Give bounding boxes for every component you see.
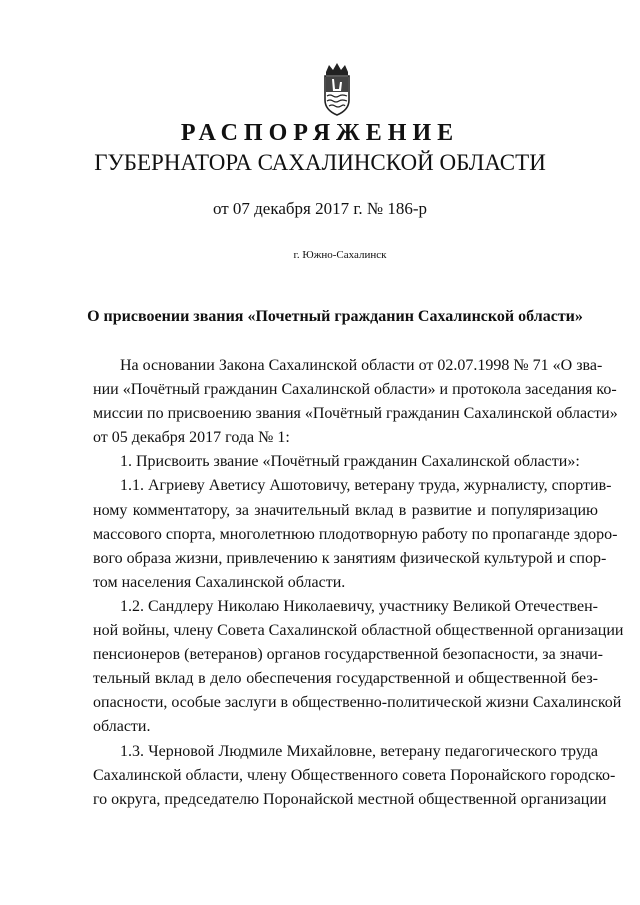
body-line: 1.1. Агриеву Аветису Ашотовичу, ветерану труда, журналисту, спортив- bbox=[120, 477, 612, 495]
body-line: области. bbox=[93, 718, 151, 736]
sakhalin-coat-of-arms-icon bbox=[318, 62, 356, 118]
body-line: 1.2. Сандлеру Николаю Николаевичу, участнику Великой Отечествен- bbox=[120, 597, 598, 615]
document-type-title: РАСПОРЯЖЕНИЕ bbox=[180, 120, 460, 146]
body-line: нии «Почётный гражданин Сахалинской области» и протокола заседания ко- bbox=[93, 381, 617, 399]
body-line: массового спорта, многолетнюю плодотворную работу по пропаганде здоро- bbox=[93, 525, 618, 543]
body-line: Сахалинской области, члену Общественного совета Поронайского городско- bbox=[93, 766, 616, 784]
document-heading: О присвоении звания «Почетный гражданин Сахалинской области» bbox=[87, 308, 583, 325]
body-line: 1.3. Черновой Людмиле Михайловне, ветерану педагогического труда bbox=[120, 742, 598, 760]
date-and-number: от 07 декабря 2017 г. № 186-р bbox=[212, 199, 428, 218]
body-line: том населения Сахалинской области. bbox=[93, 573, 346, 591]
city-name: г. Южно-Сахалинск bbox=[293, 249, 387, 261]
body-line: миссии по присвоению звания «Почётный гражданин Сахалинской области» bbox=[93, 405, 618, 423]
body-line: тельный вклад в дело обеспечения государственной и общественной без- bbox=[93, 670, 598, 688]
body-line: 1. Присвоить звание «Почётный гражданин Сахалинской области»: bbox=[120, 453, 580, 471]
issuer-subtitle: ГУБЕРНАТОРА САХАЛИНСКОЙ ОБЛАСТИ bbox=[94, 150, 546, 175]
body-line: ной войны, члену Совета Сахалинской областной общественной организации bbox=[93, 622, 624, 640]
body-line: вого образа жизни, привлечению к занятиям физической культурой и спор- bbox=[93, 549, 607, 567]
body-line: опасности, особые заслуги в общественно-политической жизни Сахалинской bbox=[93, 694, 622, 712]
body-line: ному комментатору, за значительный вклад в развитие и популяризацию bbox=[93, 501, 598, 519]
document-body bbox=[93, 354, 624, 812]
body-line: от 05 декабря 2017 года № 1: bbox=[93, 429, 290, 447]
body-line: пенсионеров (ветеранов) органов государственной безопасности, за значи- bbox=[93, 646, 603, 664]
body-line: го округа, председателю Поронайской местной общественной организации bbox=[93, 790, 607, 808]
body-line: На основании Закона Сахалинской области от 02.07.1998 № 71 «О зва- bbox=[120, 357, 603, 374]
